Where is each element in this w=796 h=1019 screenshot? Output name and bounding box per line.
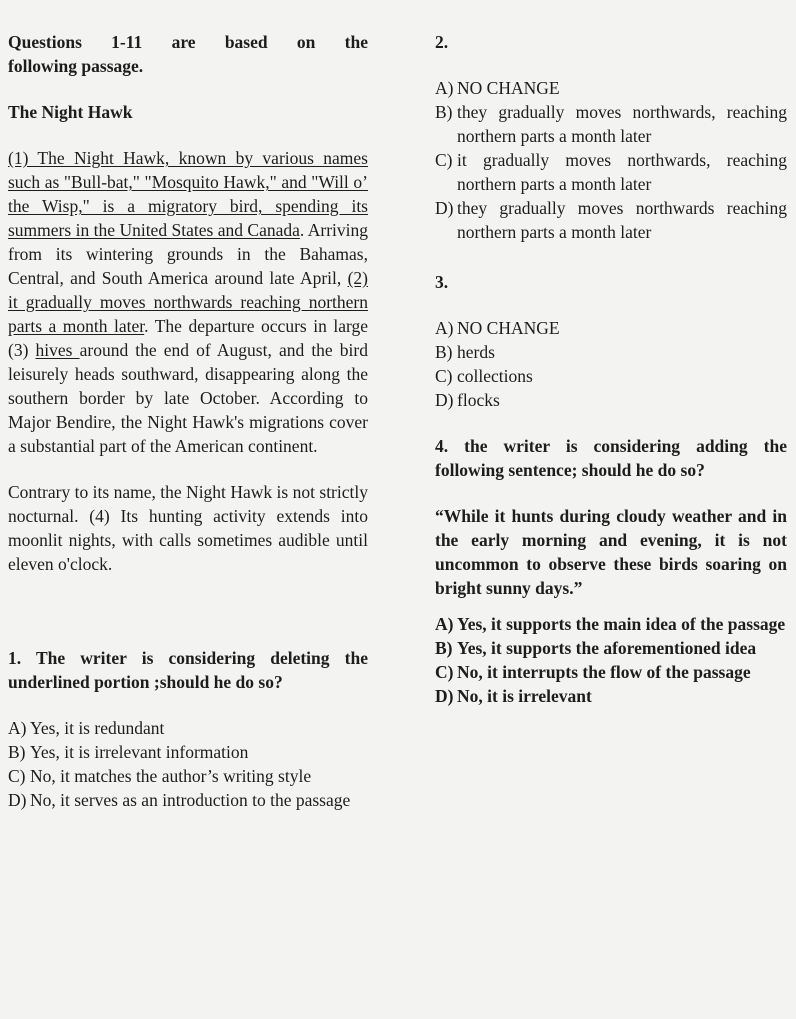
underlined-portion-3: hives <box>35 340 80 360</box>
q4-option-b[interactable]: B) Yes, it supports the aforementioned idea <box>435 638 757 658</box>
question-2-number: 2. <box>435 32 449 52</box>
right-column <box>435 30 787 708</box>
q3-option-c[interactable]: C) collections <box>435 366 533 386</box>
passage-paragraph-2: Contrary to its name, the Night Hawk is not strictly nocturnal. (4) Its hunting activity extends into moonlit nights, with calls sometimes audible until eleven o'clock. <box>8 482 368 574</box>
q3-option-d[interactable]: D) flocks <box>435 390 500 410</box>
q2-option-a[interactable]: A) NO CHANGE <box>435 78 560 98</box>
passage-paragraph-1 <box>8 146 368 458</box>
q1-option-d[interactable]: D) No, it serves as an introduction to the passage <box>8 790 351 810</box>
question-marker-3: (3) <box>8 340 36 360</box>
intro-line-1: Questions 1-11 are based on the <box>8 32 368 52</box>
passage-text: around the end of August, and the bird leisurely heads southward, disappearing along the southern border by late October. According to Major Bendire, the Night Hawk's migrations cover a substantial part of the American continent. <box>8 340 368 456</box>
q3-option-b[interactable]: B) herds <box>435 342 495 362</box>
intro-line-2: following passage. <box>8 56 144 76</box>
left-column <box>8 30 368 812</box>
passage-text: . The departure occurs in large <box>144 316 368 336</box>
q4-option-c[interactable]: C) No, it interrupts the flow of the passage <box>435 662 751 682</box>
q2-option-d[interactable]: D) they gradually moves northwards reaching northern parts a month later <box>435 198 787 242</box>
question-1-stem: 1. The writer is considering deleting the underlined portion ;should he do so? <box>8 648 368 692</box>
q1-option-a[interactable]: A) Yes, it is redundant <box>8 718 165 738</box>
question-4-stem: 4. the writer is considering adding the following sentence; should he do so? <box>435 436 787 480</box>
q1-option-b[interactable]: B) Yes, it is irrelevant information <box>8 742 249 762</box>
q1-option-c[interactable]: C) No, it matches the author’s writing style <box>8 766 312 786</box>
q3-option-a[interactable]: A) NO CHANGE <box>435 318 560 338</box>
passage-title: The Night Hawk <box>8 102 133 122</box>
q4-option-a[interactable]: A) Yes, it supports the main idea of the passage <box>435 614 786 634</box>
question-4-quote: “While it hunts during cloudy weather and in the early morning and evening, it is not uncommon to observe these birds soaring on bright sunny days.” <box>435 506 787 598</box>
underlined-portion-1: (1) The Night Hawk, known by various names such as "Bull-bat," "Mosquito Hawk," and "Will o’ the Wisp," is a migratory bird, spending its summers in the United States and Canada <box>8 148 368 240</box>
underlined-portion-2: (2) it gradually moves northwards reaching northern parts a month later <box>8 268 368 336</box>
q2-option-b[interactable]: B) they gradually moves northwards, reaching northern parts a month later <box>435 102 787 146</box>
q4-option-d[interactable]: D) No, it is irrelevant <box>435 686 592 706</box>
question-3-number: 3. <box>435 272 449 292</box>
passage-text: . Arriving from its wintering grounds in the Bahamas, Central, and South America around late April, <box>8 220 368 288</box>
q2-option-c[interactable]: C) it gradually moves northwards, reaching northern parts a month later <box>435 150 787 194</box>
